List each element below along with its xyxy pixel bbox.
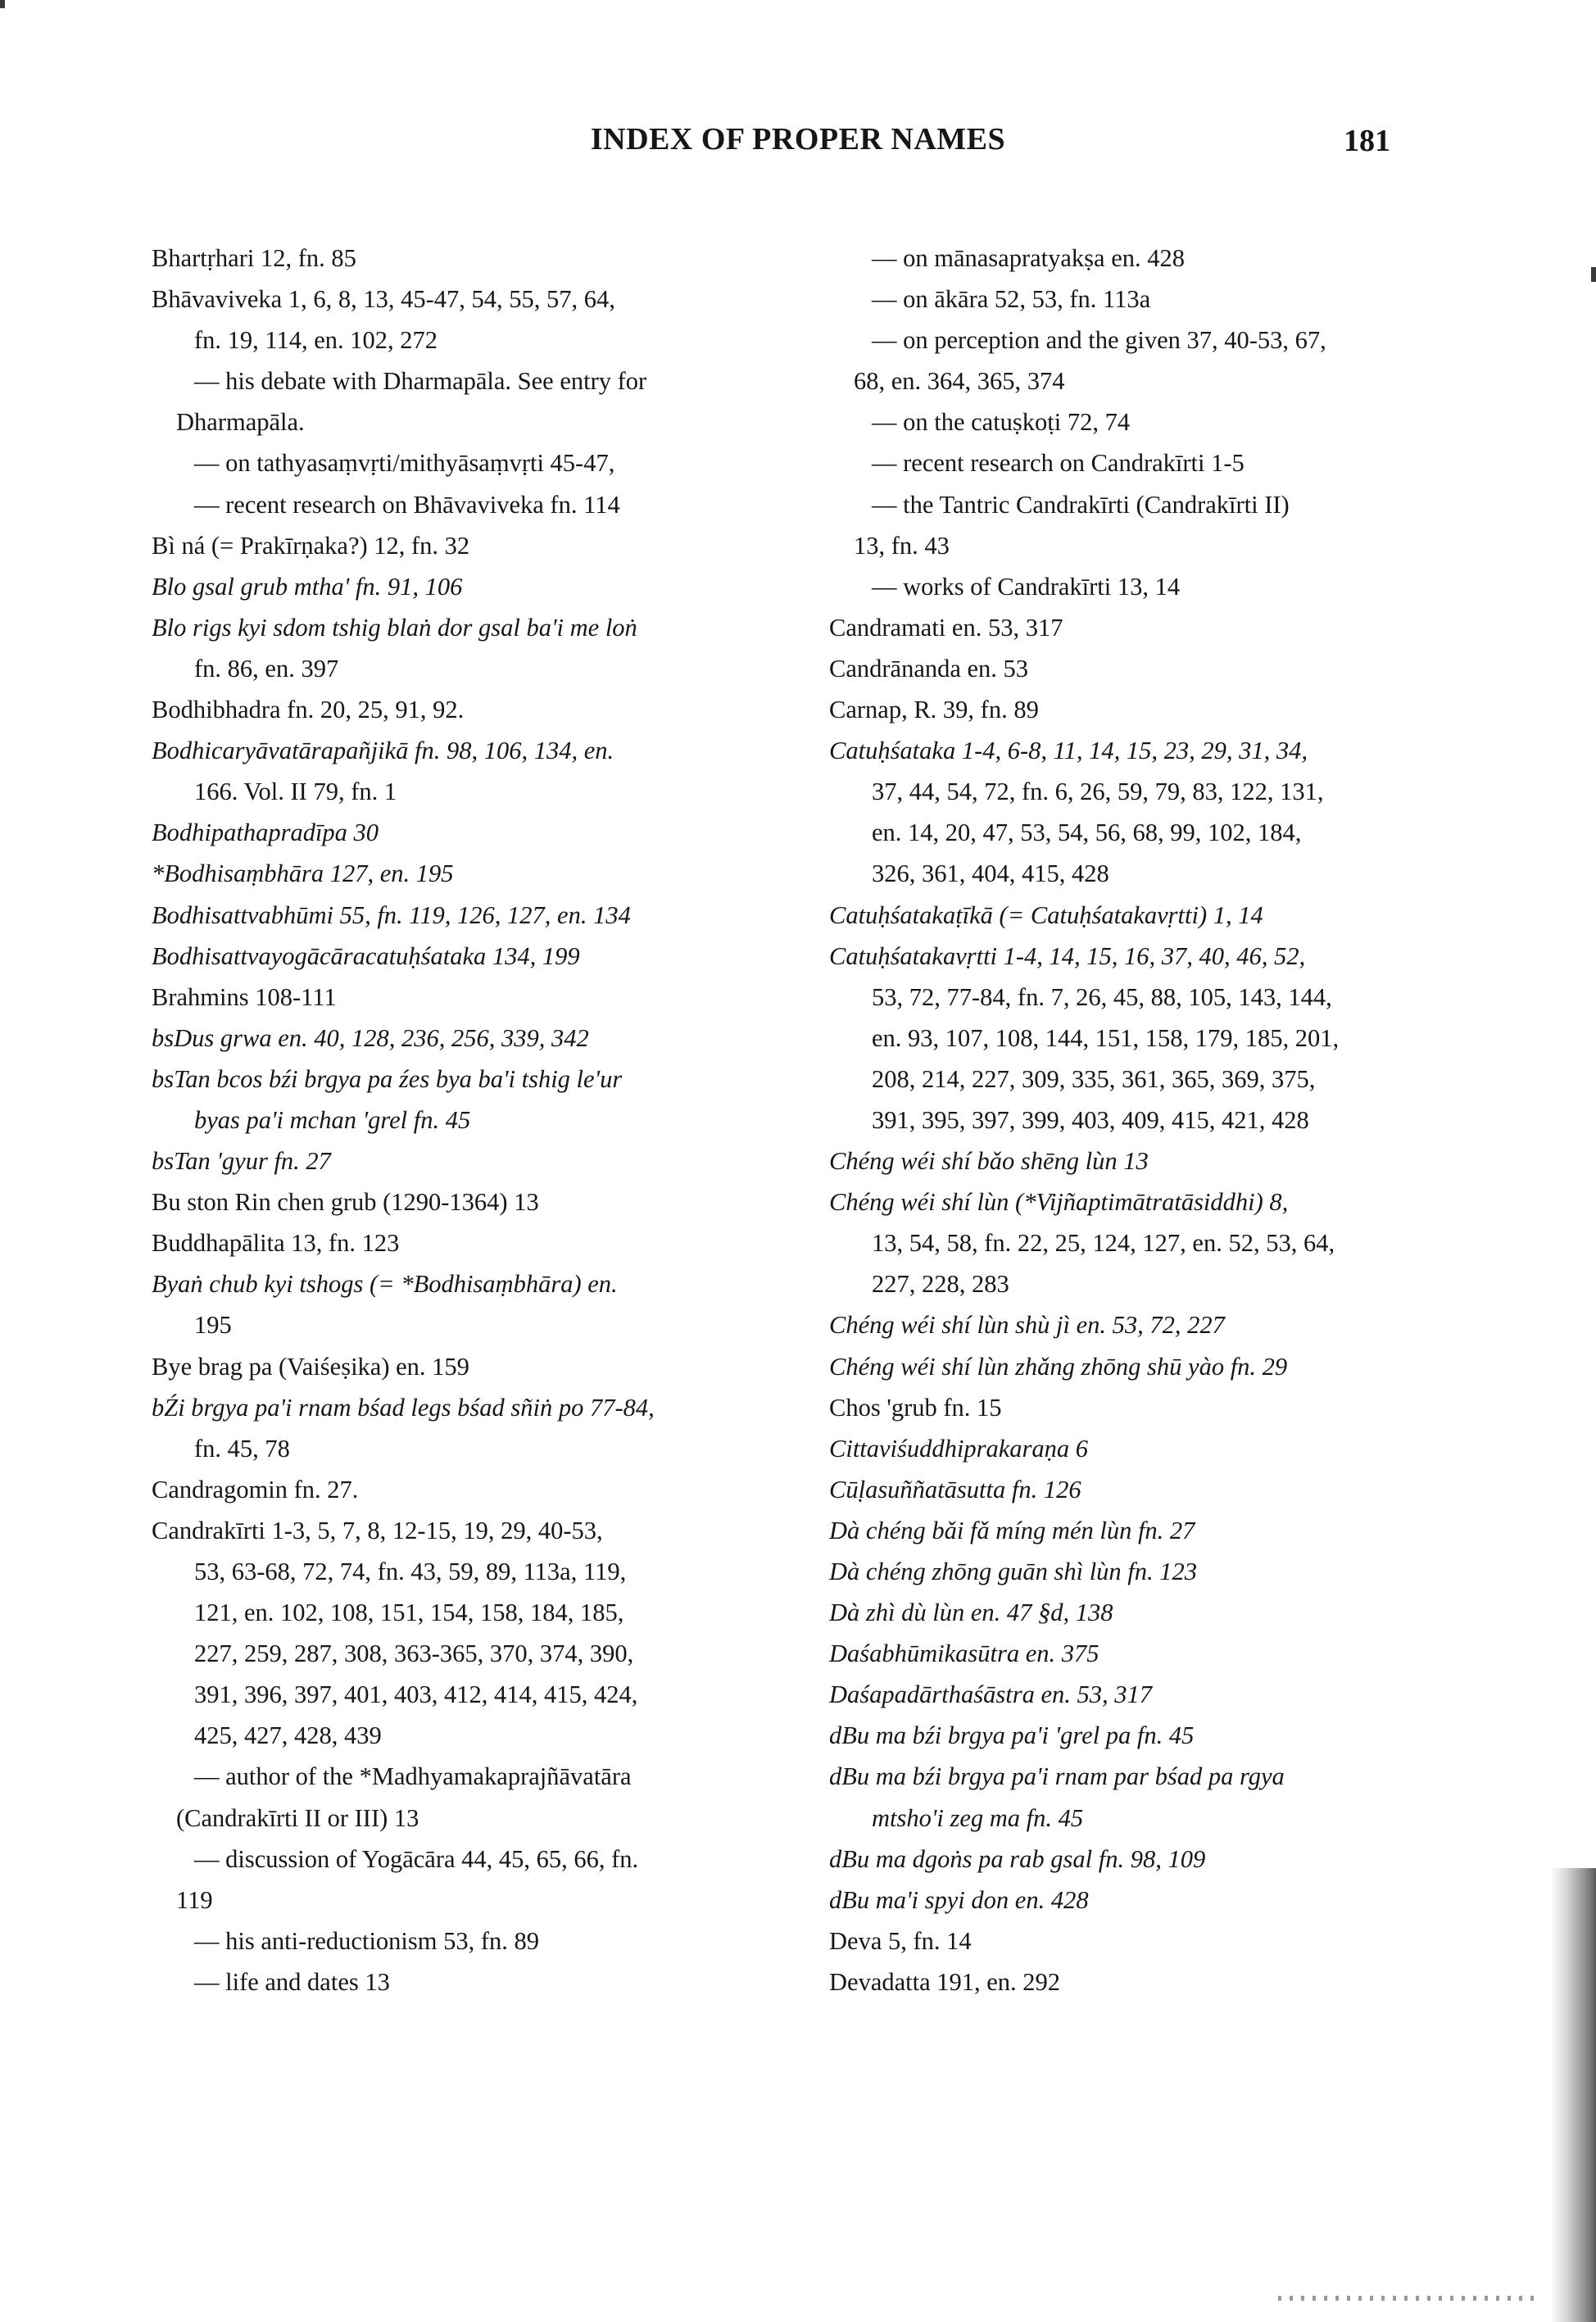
index-entry: Bodhicaryāvatārapañjikā fn. 98, 106, 134, en.: [152, 737, 614, 765]
page-number: 181: [1344, 124, 1390, 158]
index-entry: Dà zhì dù lùn en. 47 §d, 138: [829, 1599, 1113, 1627]
index-subentry: — recent research on Candrakīrti 1-5: [872, 449, 1245, 478]
index-subentry: — author of the *Madhyamakaprajñāvatāra: [194, 1762, 632, 1791]
index-entry: Cittaviśuddhiprakaraṇa 6: [829, 1434, 1089, 1463]
index-subentry: — the Tantric Candrakīrti (Candrakīrti II): [872, 490, 1290, 519]
index-entry: Chéng wéi shí lùn zhǎng zhōng shū yào fn. 29: [829, 1352, 1288, 1381]
index-entry-continuation: 227, 228, 283: [872, 1270, 1009, 1299]
index-entry: Dà chéng zhōng guān shì lùn fn. 123: [829, 1558, 1198, 1585]
index-subentry: — discussion of Yogācāra 44, 45, 65, 66, fn.: [194, 1844, 639, 1873]
index-entry: Daśapadārthaśāstra en. 53, 317: [829, 1680, 1152, 1709]
index-entry: Chéng wéi shí bǎo shēng lùn 13: [829, 1147, 1149, 1176]
index-entry-continuation: mtsho'i zeg ma fn. 45: [872, 1803, 1084, 1832]
index-entry: Bodhisattvabhūmi 55, fn. 119, 126, 127, en. 134: [152, 900, 631, 929]
index-entry: Candramati en. 53, 317: [829, 613, 1063, 642]
index-entry-continuation: 227, 259, 287, 308, 363-365, 370, 374, 390,: [194, 1639, 634, 1668]
index-entry: Bodhisattvayogācāracatuḥśataka 134, 199: [152, 941, 580, 970]
index-entry-continuation: fn. 86, en. 397: [194, 654, 339, 683]
index-entry: Chéng wéi shí lùn (*Vijñaptimātratāsiddhi) 8,: [829, 1188, 1289, 1217]
index-entry-continuation: 326, 361, 404, 415, 428: [872, 859, 1109, 888]
index-entry: Byaṅ chub kyi tshogs (= *Bodhisaṃbhāra) en.: [152, 1270, 618, 1299]
index-entry: Dà chéng bǎi fǎ míng mén lùn fn. 27: [829, 1516, 1195, 1544]
index-subentry: — works of Candrakīrti 13, 14: [872, 572, 1181, 601]
scan-corner-mark: [0, 0, 5, 8]
index-entry: bsTan 'gyur fn. 27: [152, 1147, 331, 1176]
index-entry: dBu ma bźi brgya pa'i rnam par bśad pa rgya: [829, 1762, 1285, 1791]
index-entry: *Bodhisaṃbhāra 127, en. 195: [152, 859, 454, 888]
index-entry-continuation: 53, 63-68, 72, 74, fn. 43, 59, 89, 113a, 119,: [194, 1558, 627, 1585]
index-entry: Chéng wéi shí lùn shù jì en. 53, 72, 227: [829, 1311, 1225, 1340]
page-title: INDEX OF PROPER NAMES: [590, 122, 1006, 156]
index-entry: Bodhipathapradīpa 30: [152, 819, 379, 847]
index-entry: Daśabhūmikasūtra en. 375: [829, 1639, 1100, 1668]
index-entry: bsDus grwa en. 40, 128, 236, 256, 339, 342: [152, 1023, 589, 1052]
index-subentry: — on the catuṣkoṭi 72, 74: [872, 408, 1131, 437]
index-entry-continuation: 195: [194, 1311, 232, 1340]
scan-edge-mark: [1591, 267, 1596, 282]
index-entry-continuation: 425, 427, 428, 439: [194, 1721, 382, 1750]
index-entry-continuation: Dharmapāla.: [176, 408, 305, 437]
scan-noise-dots: [1278, 2296, 1540, 2301]
index-entry-continuation: fn. 45, 78: [194, 1434, 290, 1463]
index-entry: Carnap, R. 39, fn. 89: [829, 696, 1039, 724]
index-column-right: [829, 238, 1452, 2002]
index-entry-continuation: 391, 395, 397, 399, 403, 409, 415, 421, 428: [872, 1105, 1309, 1134]
index-entry-continuation: fn. 19, 114, en. 102, 272: [194, 326, 438, 355]
index-entry: Candrakīrti 1-3, 5, 7, 8, 12-15, 19, 29, 40-53,: [152, 1516, 603, 1544]
index-entry-continuation: en. 14, 20, 47, 53, 54, 56, 68, 99, 102, 184,: [872, 819, 1302, 847]
index-entry: Deva 5, fn. 14: [829, 1926, 972, 1955]
index-entry: Cūḷasuññatāsutta fn. 126: [829, 1475, 1081, 1503]
index-entry: dBu ma'i spyi don en. 428: [829, 1885, 1089, 1914]
index-subentry: — recent research on Bhāvaviveka fn. 114: [194, 490, 620, 519]
index-entry-continuation: 37, 44, 54, 72, fn. 6, 26, 59, 79, 83, 122, 131,: [872, 778, 1324, 806]
index-entry-continuation: 208, 214, 227, 309, 335, 361, 365, 369, 375,: [872, 1064, 1316, 1093]
index-entry-continuation: 121, en. 102, 108, 151, 154, 158, 184, 185,: [194, 1599, 624, 1627]
index-entry: Candragomin fn. 27.: [152, 1475, 359, 1503]
index-entry: Bhartṛhari 12, fn. 85: [152, 244, 356, 272]
index-entry: Bodhibhadra fn. 20, 25, 91, 92.: [152, 696, 465, 724]
index-subentry: — his debate with Dharmapāla. See entry for: [194, 367, 647, 396]
index-entry-continuation: 166. Vol. II 79, fn. 1: [194, 778, 397, 806]
page-edge-shadow: [1550, 1868, 1596, 2322]
index-entry: Catuḥśatakavṛtti 1-4, 14, 15, 16, 37, 40, 46, 52,: [829, 941, 1306, 970]
index-entry-continuation: 13, fn. 43: [854, 531, 950, 560]
index-subentry: — on tathyasaṃvṛti/mithyāsaṃvṛti 45-47,: [194, 449, 615, 478]
index-entry: Bu ston Rin chen grub (1290-1364) 13: [152, 1188, 539, 1217]
index-entry-continuation: 391, 396, 397, 401, 403, 412, 414, 415, 424,: [194, 1680, 638, 1709]
index-subentry: — life and dates 13: [194, 1967, 390, 1996]
index-subentry: — on mānasapratyakṣa en. 428: [872, 244, 1185, 272]
index-subentry: — his anti-reductionism 53, fn. 89: [194, 1926, 540, 1955]
index-entry-continuation: (Candrakīrti II or III) 13: [176, 1803, 419, 1832]
index-entry-continuation: 13, 54, 58, fn. 22, 25, 124, 127, en. 52, 53, 64,: [872, 1229, 1335, 1258]
index-entry-continuation: 119: [176, 1885, 213, 1914]
index-entry: Catuḥśatakaṭīkā (= Catuḥśatakavṛtti) 1, 14: [829, 900, 1263, 929]
index-entry: dBu ma bźi brgya pa'i 'grel pa fn. 45: [829, 1721, 1195, 1750]
index-entry: Chos 'grub fn. 15: [829, 1393, 1002, 1422]
index-entry-continuation: byas pa'i mchan 'grel fn. 45: [194, 1105, 471, 1134]
index-entry: Bye brag pa (Vaiśeṣika) en. 159: [152, 1352, 469, 1381]
index-entry: Buddhapālita 13, fn. 123: [152, 1229, 400, 1258]
index-entry: dBu ma dgoṅs pa rab gsal fn. 98, 109: [829, 1844, 1206, 1873]
index-entry: Blo rigs kyi sdom tshig blaṅ dor gsal ba'i me loṅ: [152, 613, 637, 642]
index-column-left: [152, 238, 774, 2002]
index-entry: Bì ná (= Prakīrṇaka?) 12, fn. 32: [152, 531, 470, 560]
index-entry: Candrānanda en. 53: [829, 654, 1029, 683]
index-entry: Catuḥśataka 1-4, 6-8, 11, 14, 15, 23, 29, 31, 34,: [829, 737, 1308, 765]
index-entry-continuation: 68, en. 364, 365, 374: [854, 367, 1065, 396]
index-entry-continuation: en. 93, 107, 108, 144, 151, 158, 179, 185, 201,: [872, 1023, 1340, 1052]
index-entry: Blo gsal grub mtha' fn. 91, 106: [152, 572, 463, 601]
index-subentry: — on ākāra 52, 53, fn. 113a: [872, 285, 1151, 314]
index-entry: Bhāvaviveka 1, 6, 8, 13, 45-47, 54, 55, 57, 64,: [152, 285, 615, 314]
index-entry: bŹi brgya pa'i rnam bśad legs bśad sñiṅ po 77-84,: [152, 1393, 655, 1422]
index-entry: Devadatta 191, en. 292: [829, 1967, 1061, 1996]
index-entry: Brahmins 108-111: [152, 982, 337, 1011]
index-entry: bsTan bcos bźi brgya pa źes bya ba'i tshig le'ur: [152, 1064, 623, 1093]
index-entry-continuation: 53, 72, 77-84, fn. 7, 26, 45, 88, 105, 143, 144,: [872, 982, 1332, 1011]
index-subentry: — on perception and the given 37, 40-53, 67,: [872, 326, 1326, 355]
